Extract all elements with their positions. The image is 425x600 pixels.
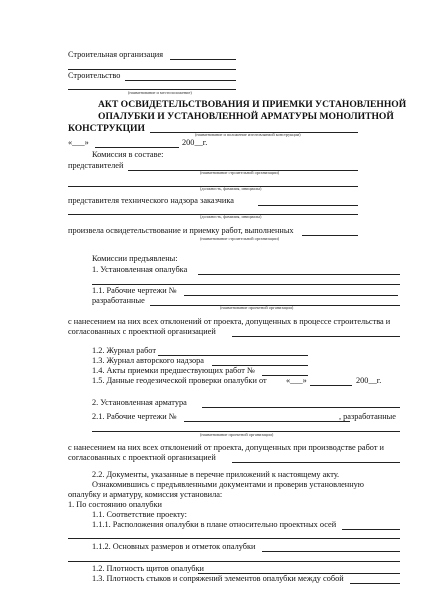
deviations-1-line-a: с нанесением на них всех отклонений от проекта, допущенных в процессе строительства и [68, 317, 391, 326]
item-1-4-label: 1.4. Акты приемки предшествующих работ № [92, 366, 255, 375]
title-line-2: ОПАЛУБКИ И УСТАНОВЛЕННОЙ АРМАТУРЫ МОНОЛИТНОЙ [98, 111, 394, 122]
caption-build-org-2: (наименование строительной организации) [200, 236, 280, 241]
org-label: Строительная организация [68, 50, 164, 59]
caption-construction: (наименование и положение изготовляемой конструкции) [195, 132, 301, 137]
item-1-3-label: 1.3. Журнал авторского надзора [92, 356, 204, 365]
item-1-line [198, 274, 400, 275]
item-2-line [202, 407, 400, 408]
section-1-1-2-line-2 [68, 561, 400, 562]
item-1-1-label: 1.1. Рабочие чертежи № [92, 286, 177, 295]
review-line-a: Ознакомившись с предъявленными документами и проверив установленную [92, 480, 365, 489]
caption-name-location: (наименование и местоположение) [128, 90, 192, 95]
item-2-label: 2. Установленная арматура [92, 398, 187, 407]
deviations-1-line-b: согласованных с проектной организацией [68, 327, 216, 336]
developed-label: разработанные [92, 296, 145, 305]
section-1-1-1-line [342, 529, 400, 530]
tech-supervision-label: представителя технического надзора заказчика [68, 196, 234, 205]
item-1-5-date-line [310, 385, 352, 386]
caption-project-org: (наименование проектной организации) [220, 305, 294, 310]
caption-project-org-2: (наименование проектной организации) [200, 432, 274, 437]
developed-2-label: , разработанные [339, 412, 396, 421]
item-1-line-2 [92, 284, 400, 285]
date-month-line [95, 147, 179, 148]
item-1-5-label: 1.5. Данные геодезической проверки опалубки от [92, 376, 267, 385]
item-2-1-label: 2.1. Рабочие чертежи № [92, 412, 177, 421]
review-line-b: опалубку и арматуру, комиссия установила: [68, 490, 223, 499]
section-1-label: 1. По состоянию опалубки [68, 500, 162, 509]
item-1-5-date: «___» [286, 376, 307, 385]
item-1-2-label: 1.2. Журнал работ [92, 346, 156, 355]
deviations-2-line-a: с нанесением на них всех отклонений от проекта, допущенных при производстве работ и [68, 443, 384, 452]
section-1-1-label: 1.1. Соответствие проекту: [92, 510, 187, 519]
item-2-2-label: 2.2. Документы, указанные в перечне приложений к настоящему акту. [92, 470, 340, 479]
deviations-2-line [232, 462, 400, 463]
deviations-2-line-b: согласованных с проектной организацией [68, 453, 216, 462]
caption-position-name: (должность, фамилия, инициалы) [200, 186, 262, 191]
date-year: 200__г. [182, 138, 208, 147]
item-1-5-year: 200__г. [356, 376, 382, 385]
title-line-1: АКТ ОСВИДЕТЕЛЬСТВОВАНИЯ И ПРИЕМКИ УСТАНОВЛЕННОЙ [98, 99, 407, 110]
build-line [125, 80, 236, 81]
title-line-3: КОНСТРУКЦИИ [68, 123, 145, 134]
section-1-3-label: 1.3. Плотность стыков и сопряжений элементов опалубки между собой [92, 574, 344, 583]
commission-label: Комиссия в составе: [92, 150, 164, 159]
performed-line [302, 235, 358, 236]
build-label: Строительство [68, 71, 121, 80]
caption-position-name-2: (должность, фамилия, инициалы) [200, 214, 262, 219]
deviations-1-line [232, 336, 400, 337]
reps-label: представителей [68, 161, 124, 170]
org-line [170, 59, 236, 60]
section-1-1-1-label: 1.1.1. Расположения опалубки в плане относительно проектных осей [92, 520, 337, 529]
performed-inspection-label: произвела освидетельствование и приемку работ, выполненных [68, 226, 294, 235]
section-1-1-2-label: 1.1.2. Основных размеров и отметок опалубки [92, 542, 256, 551]
item-1-label: 1. Установленная опалубка [92, 265, 188, 274]
section-1-3-line [350, 583, 400, 584]
item-2-1-line [184, 421, 350, 422]
tech-supervision-line [258, 205, 358, 206]
section-1-1-2-line [262, 551, 400, 552]
section-1-2-label: 1.2. Плотность щитов опалубки [92, 564, 204, 573]
item-1-1-line [184, 295, 398, 296]
presented-label: Комиссии предъявлены: [92, 254, 178, 263]
date-day: «___» [68, 138, 89, 147]
org-line-2 [68, 69, 236, 70]
section-1-1-1-line-2 [68, 538, 400, 539]
caption-build-org: (наименование строительной организации) [200, 170, 280, 175]
